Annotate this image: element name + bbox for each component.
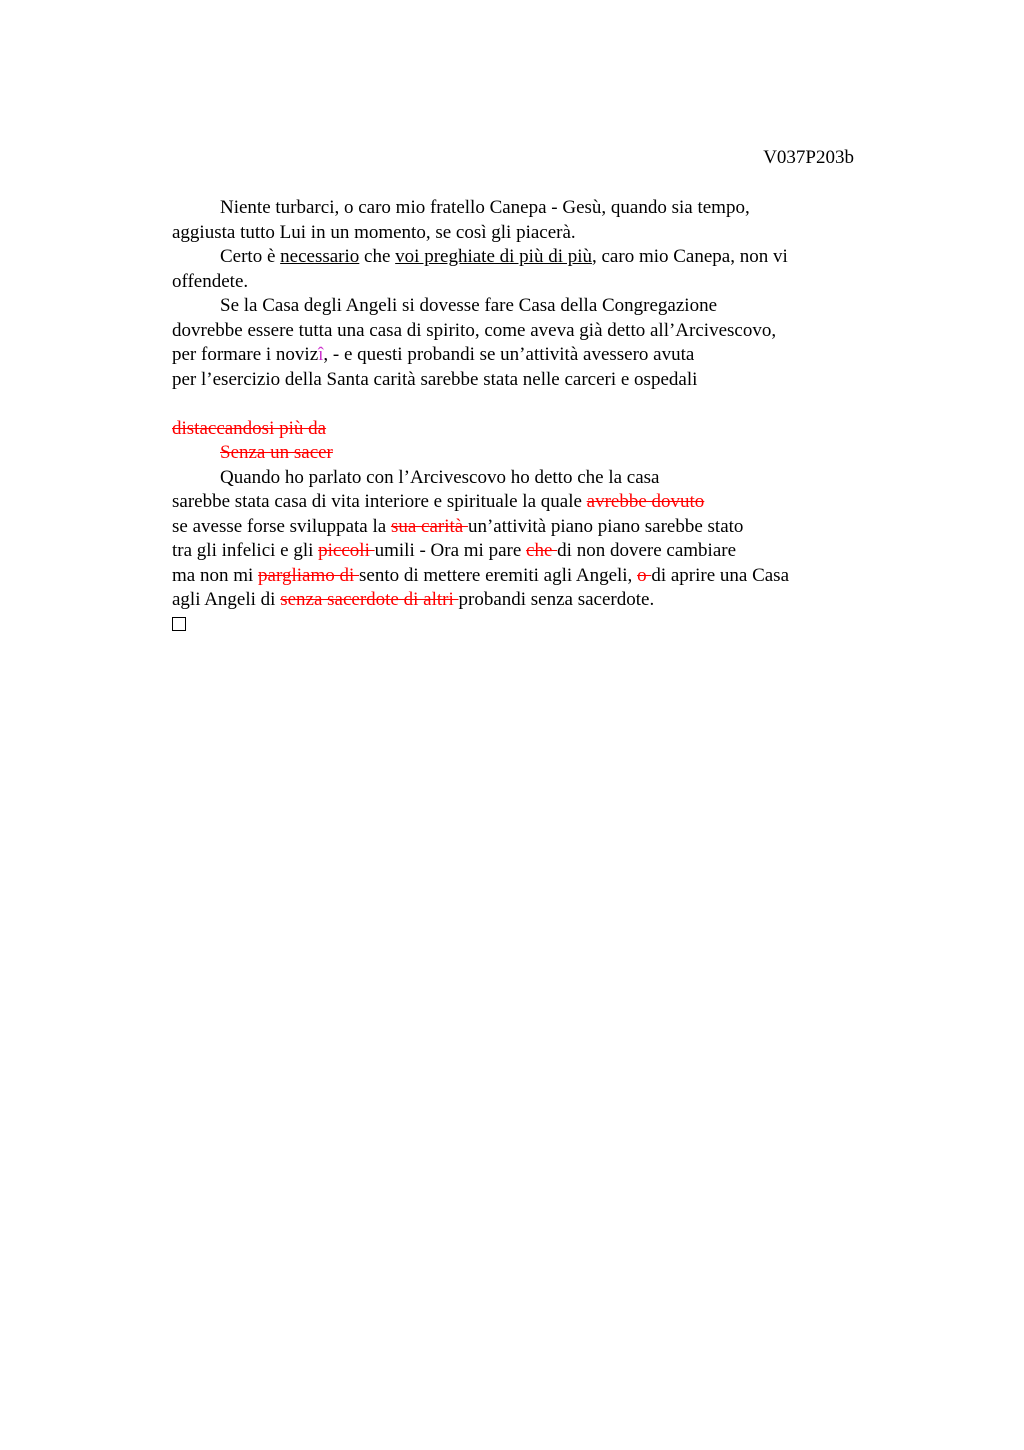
page-id: V037P203b [763, 147, 854, 168]
deleted-text: distaccandosi più da [172, 417, 327, 439]
text-line: Quando ho parlato con l’Arcivescovo ho detto che la casa [220, 466, 660, 488]
text-line: dovrebbe essere tutta una casa di spirito, come aveva già detto all’Arcivescovo, [172, 319, 777, 341]
underlined-text: voi preghiate di più di più [395, 246, 592, 267]
text-line: se avesse forse sviluppata la sua carità un’attività piano piano sarebbe stato [172, 515, 744, 537]
deleted-text: senza sacerdote di altri [280, 589, 459, 610]
end-of-text-box-icon [172, 617, 186, 631]
text-line [172, 441, 862, 466]
deleted-text: piccoli [318, 540, 375, 561]
text-line: sarebbe stata casa di vita interiore e spirituale la quale avrebbe dovuto [172, 491, 705, 512]
letter-body [172, 196, 862, 637]
text-line: ma non mi pargliamo di sento di mettere eremiti agli Angeli, o di aprire una Casa [172, 564, 790, 586]
text-line: Niente turbarci, o caro mio fratello Canepa - Gesù, quando sia tempo, [220, 197, 750, 218]
deleted-text: Senza un sacer [220, 442, 333, 463]
deleted-text: o [637, 564, 652, 586]
deleted-text: pargliamo di [258, 564, 359, 586]
underlined-text: necessario [280, 246, 360, 267]
text-line: agli Angeli di senza sacerdote di altri probandi senza sacerdote. [172, 589, 655, 610]
text-line: Se la Casa degli Angeli si dovesse fare Casa della Congregazione [220, 295, 718, 316]
deleted-text: avrebbe dovuto [586, 491, 705, 512]
text-line: per l’esercizio della Santa carità sarebbe stata nelle carceri e ospedali [172, 368, 698, 390]
blank-line [172, 392, 862, 417]
text-line: tra gli infelici e gli piccoli umili - Ora mi pare che di non dovere cambiare [172, 540, 737, 561]
deleted-text: che [526, 540, 558, 561]
text-line: aggiusta tutto Lui in un momento, se così gli piacerà. [172, 221, 576, 243]
text-line [172, 417, 862, 442]
inserted-mark: î [318, 344, 324, 365]
deleted-text: sua carità [390, 515, 468, 537]
text-line: offendete. [172, 270, 249, 292]
text-line: per formare i novizî, - e questi probandi se un’attività avessero avuta [172, 344, 695, 365]
end-marker-line [172, 613, 862, 638]
text-line: Certo è necessario che voi preghiate di più di più, caro mio Canepa, non vi [220, 246, 788, 267]
